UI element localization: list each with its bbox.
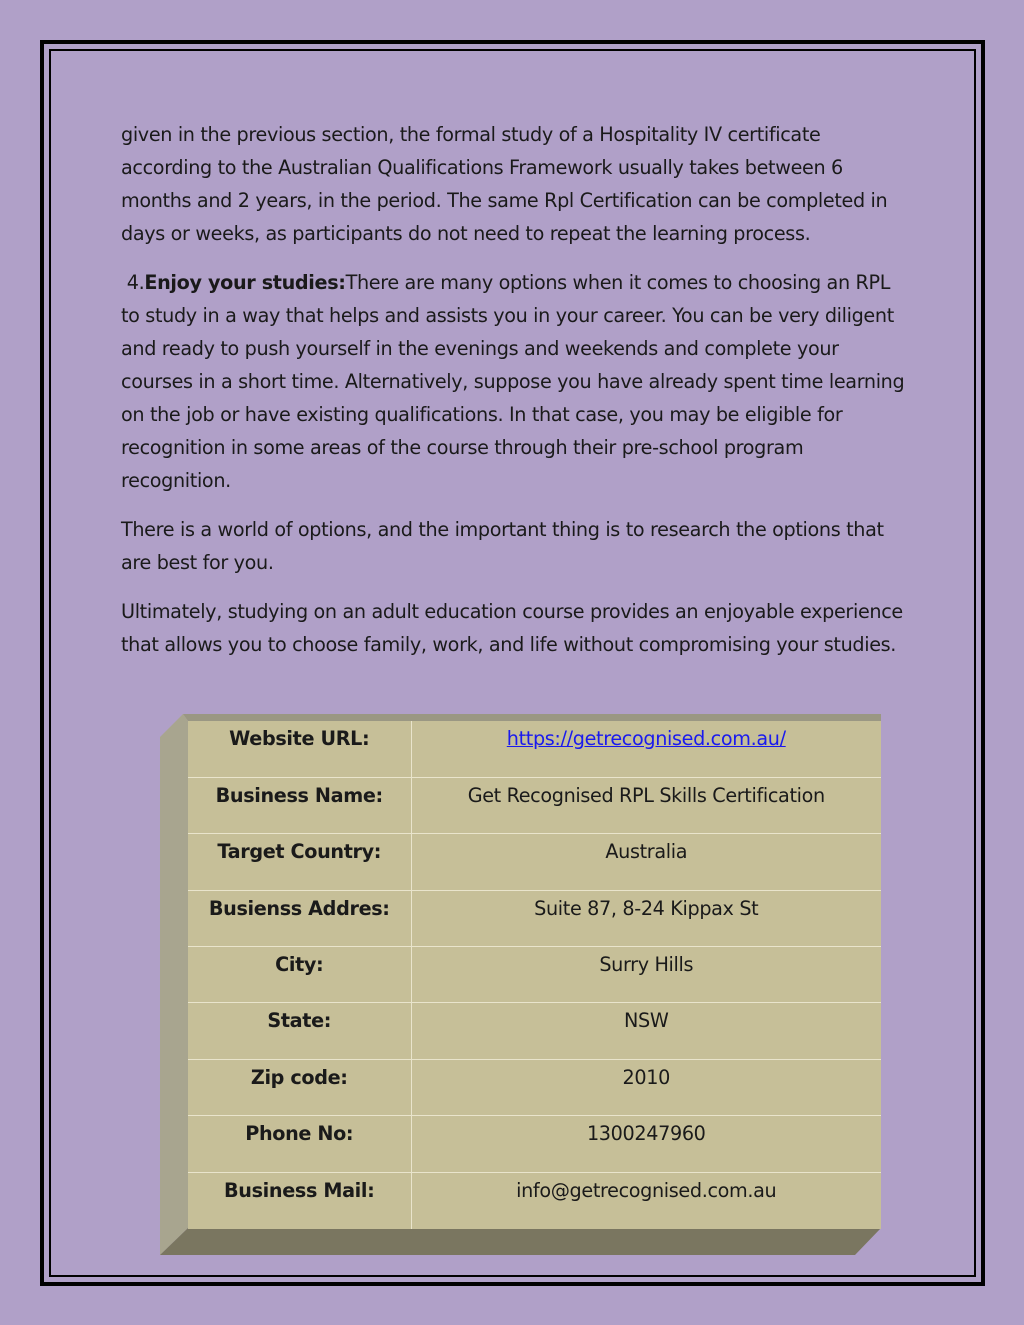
row-value: 2010 <box>622 1065 670 1089</box>
row-value-cell <box>411 890 881 946</box>
row-label: Website URL: <box>188 721 411 777</box>
paragraph-3-text: There is a world of options, and the important thing is to research the options that are best for you. <box>121 518 884 574</box>
row-value-cell <box>411 1003 881 1059</box>
table-row <box>188 947 881 1003</box>
paragraph-3 <box>121 513 911 579</box>
table-row <box>188 1003 881 1059</box>
row-value: Australia <box>605 840 688 864</box>
business-info-table-frame <box>160 714 881 1255</box>
row-value-cell <box>411 777 881 833</box>
row-value: info@getrecognised.com.au <box>516 1178 777 1202</box>
row-value: 1300247960 <box>586 1122 706 1146</box>
row-value-cell <box>411 1059 881 1115</box>
business-info-table <box>188 721 881 1229</box>
row-label: City: <box>188 947 411 1003</box>
table-row <box>188 1172 881 1228</box>
table-row <box>188 1059 881 1115</box>
row-value: NSW <box>624 1009 669 1033</box>
row-value: Get Recognised RPL Skills Certification <box>467 783 825 807</box>
paragraph-2-heading: Enjoy your studies: <box>144 271 346 294</box>
row-value-cell <box>411 721 881 777</box>
row-value-cell <box>411 1172 881 1228</box>
paragraph-2 <box>121 266 911 497</box>
bevel-bottom <box>160 1228 881 1255</box>
table-row <box>188 890 881 946</box>
row-value-cell <box>411 1116 881 1172</box>
table-row <box>188 834 881 890</box>
row-label: Zip code: <box>188 1059 411 1115</box>
paragraph-4-text: Ultimately, studying on an adult education course provides an enjoyable experience that allows you to choose family, work, and life without compromising your studies. <box>121 600 903 656</box>
table-row <box>188 721 881 777</box>
table-row <box>188 777 881 833</box>
row-label: Business Name: <box>188 777 411 833</box>
row-value-cell <box>411 947 881 1003</box>
paragraph-1-text: given in the previous section, the formal study of a Hospitality IV certificate according to the Australian Qualifications Framework usually takes between 6 months and 2 years, in the period. The same Rpl Certification can be completed in days or weeks, as participants do not need to repeat the learning process. <box>121 123 888 245</box>
paragraph-1 <box>121 118 911 250</box>
bevel-top <box>183 714 881 721</box>
body-text <box>121 118 911 677</box>
row-value: Suite 87, 8-24 Kippax St <box>534 896 759 920</box>
table-row <box>188 1116 881 1172</box>
paragraph-2-number: 4. <box>121 271 145 294</box>
row-label: Phone No: <box>188 1116 411 1172</box>
bevel-left <box>160 714 188 1255</box>
row-value: Surry Hills <box>599 953 694 977</box>
row-label: Business Mail: <box>188 1172 411 1228</box>
row-label: State: <box>188 1003 411 1059</box>
row-value-cell <box>411 834 881 890</box>
row-label: Busienss Addres: <box>188 890 411 946</box>
website-link[interactable]: https://getrecognised.com.au/ <box>506 727 786 750</box>
paragraph-2-text: There are many options when it comes to choosing an RPL to study in a way that helps and assists you in your career. You can be very diligent and ready to push yourself in the evenings and weekends and complete your courses in a short time. Alternatively, suppose you have already spent time learning on the job or have existing qualifications. In that case, you may be eligible for recognition in some areas of the course through their pre-school program recognition. <box>121 271 905 492</box>
row-label: Target Country: <box>188 834 411 890</box>
paragraph-4 <box>121 595 911 661</box>
